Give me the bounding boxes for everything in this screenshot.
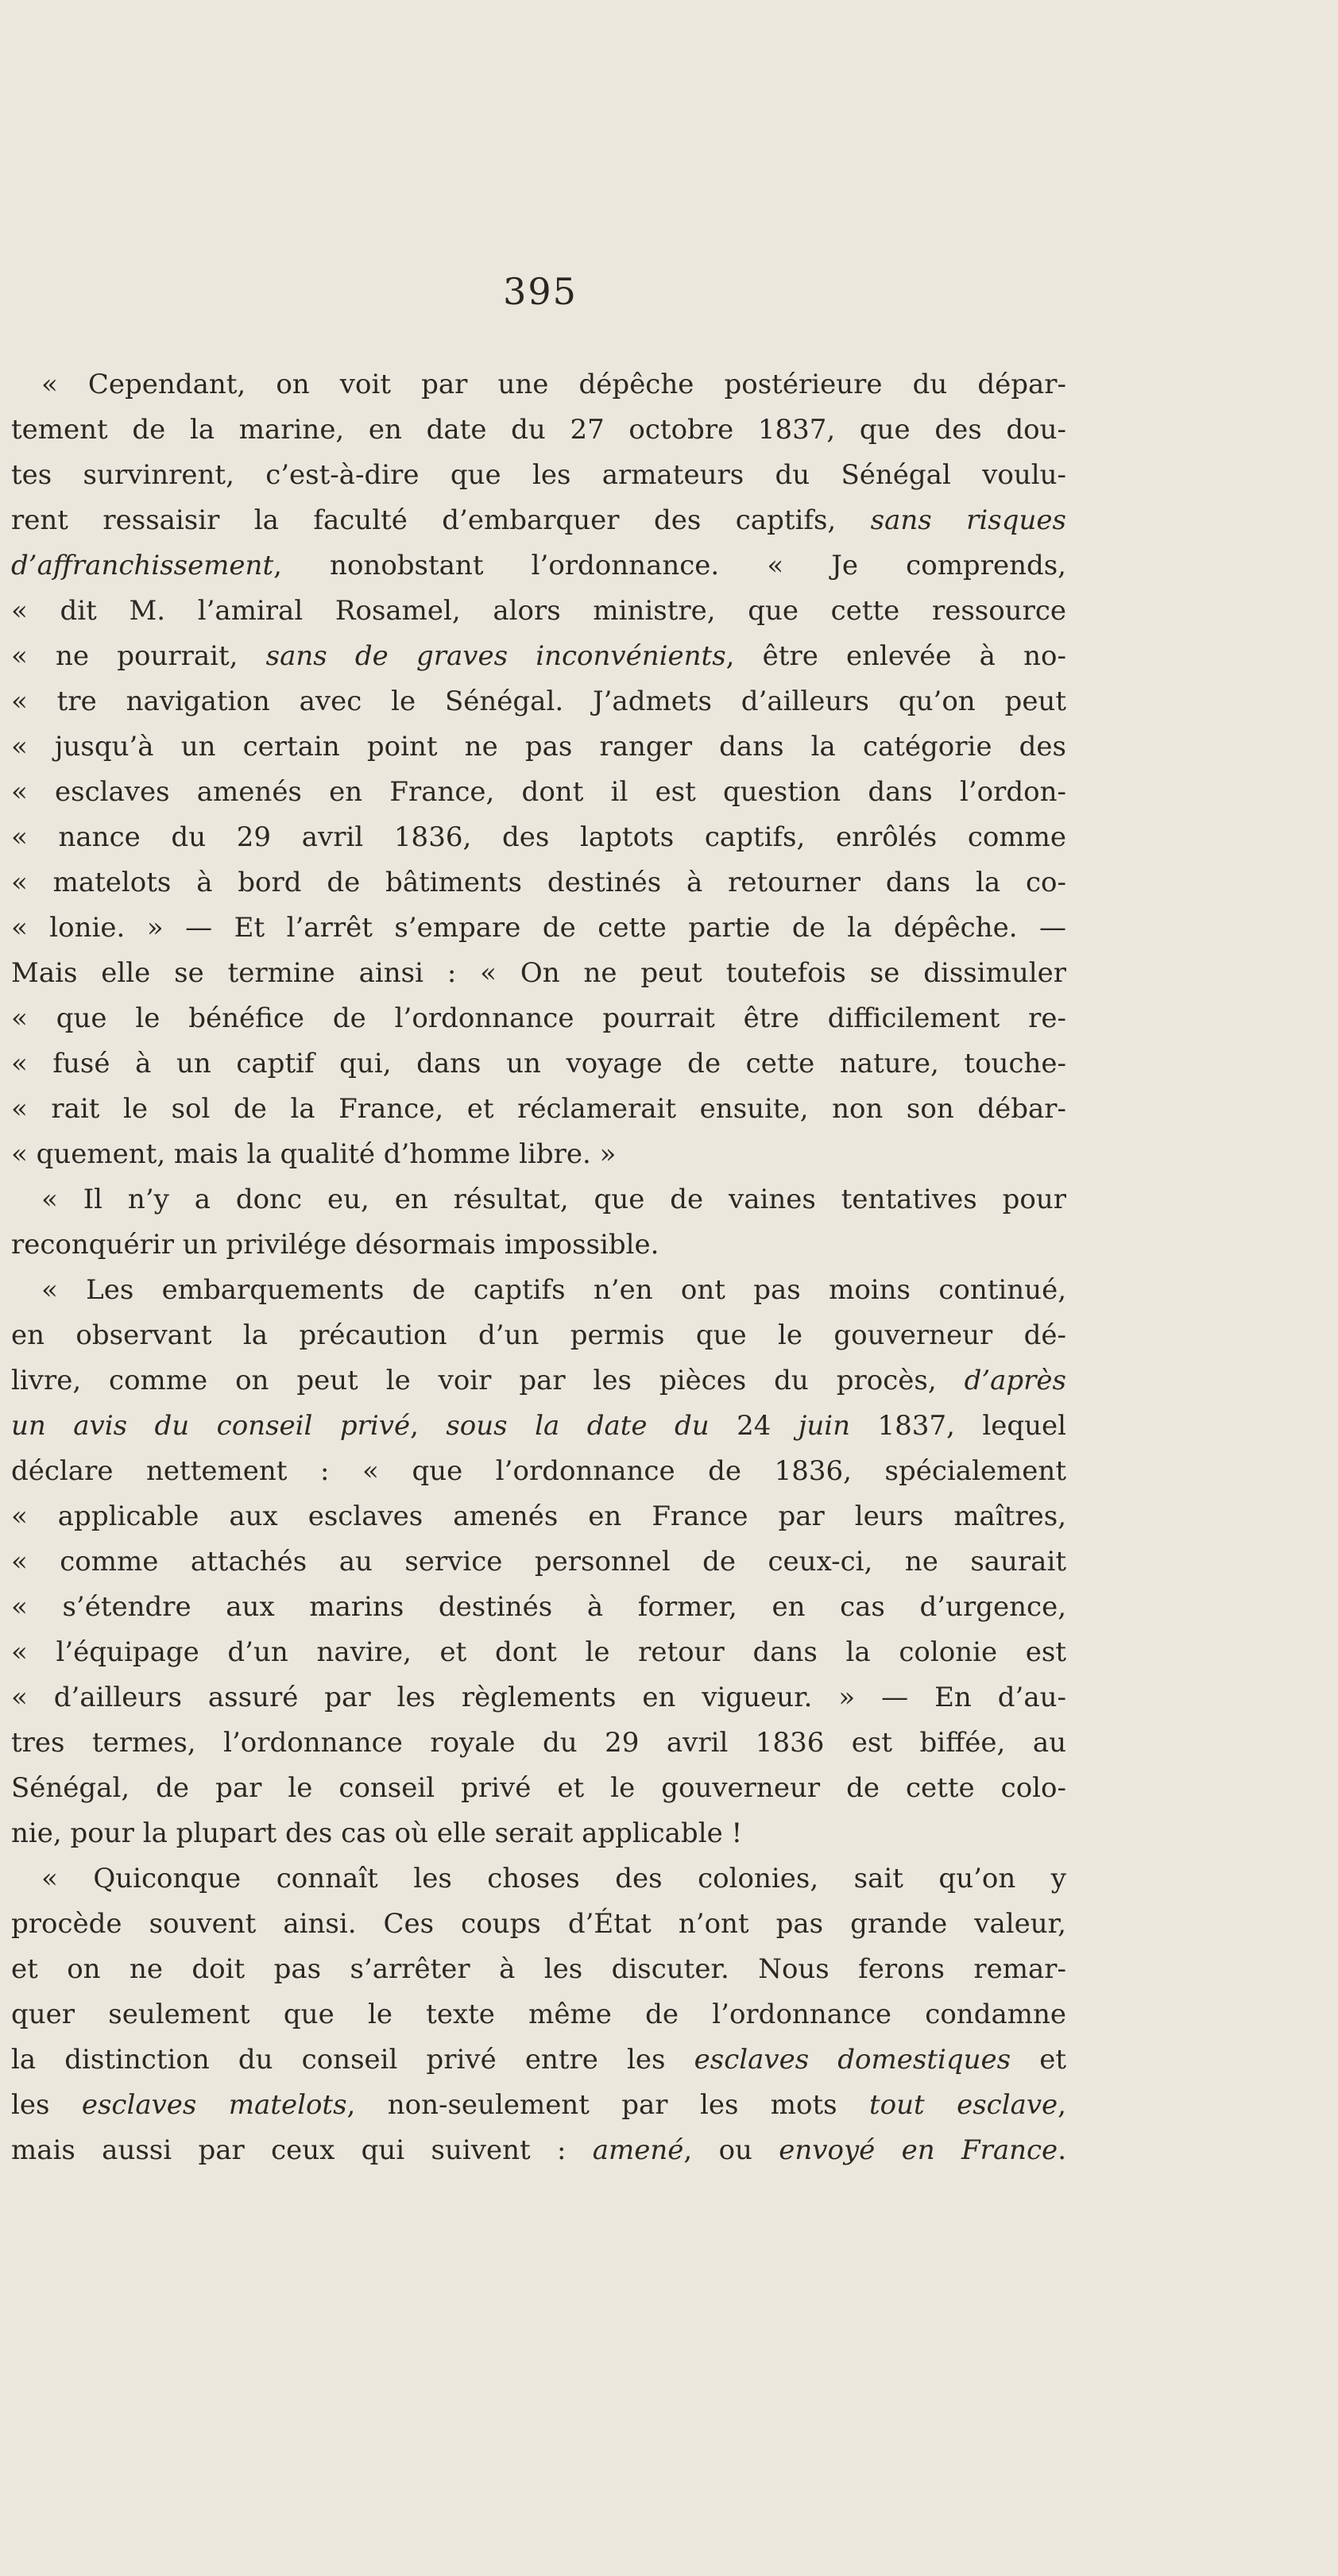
text-line: « matelots à bord de bâtiments destinés à retourner dans la co-	[11, 867, 1066, 898]
text-line: « comme attachés au service personnel de ceux-ci, ne saurait	[11, 1546, 1066, 1578]
text-line: « lonie. » — Et l’arrêt s’empare de cette partie de la dépêche. —	[11, 912, 1066, 944]
text-line: rent ressaisir la faculté d’embarquer des captifs, sans risques	[11, 504, 1066, 536]
text-line: quer seulement que le texte même de l’ordonnance condamne	[11, 1999, 1066, 2030]
text-line: « fusé à un captif qui, dans un voyage de cette nature, touche-	[11, 1048, 1066, 1079]
text-line: « rait le sol de la France, et réclamerait ensuite, non son débar-	[11, 1093, 1066, 1125]
text-line: « que le bénéfice de l’ordonnance pourrait être difficilement re-	[11, 1002, 1066, 1034]
text-line: la distinction du conseil privé entre les esclaves domestiques et	[11, 2044, 1067, 2076]
text-line: procède souvent ainsi. Ces coups d’État n’ont pas grande valeur,	[11, 1908, 1066, 1940]
text-line: « l’équipage d’un navire, et dont le retour dans la colonie est	[11, 1636, 1066, 1668]
text-line: « quement, mais la qualité d’homme libre. »	[11, 1138, 617, 1170]
text-line: « jusqu’à un certain point ne pas ranger dans la catégorie des	[11, 731, 1066, 763]
text-line: « Il n’y a donc eu, en résultat, que de vaines tentatives pour	[41, 1184, 1066, 1215]
text-line: livre, comme on peut le voir par les pièces du procès, d’après	[11, 1365, 1066, 1396]
text-line: « ne pourrait, sans de graves inconvénients, être enlevée à no-	[11, 640, 1066, 672]
text-line: tres termes, l’ordonnance royale du 29 avril 1836 est biffée, au	[11, 1727, 1066, 1759]
text-line: déclare nettement : « que l’ordonnance de 1836, spécialement	[11, 1455, 1066, 1487]
text-line: « Quiconque connaît les choses des colonies, sait qu’on y	[41, 1863, 1066, 1894]
text-line: nie, pour la plupart des cas où elle serait applicable !	[11, 1817, 743, 1849]
text-line: « s’étendre aux marins destinés à former, en cas d’urgence,	[11, 1591, 1066, 1623]
text-line: « d’ailleurs assuré par les règlements en vigueur. » — En d’au-	[11, 1682, 1066, 1713]
text-line: « tre navigation avec le Sénégal. J’admets d’ailleurs qu’on peut	[11, 686, 1066, 717]
text-line: « applicable aux esclaves amenés en France par leurs maîtres,	[11, 1500, 1066, 1532]
text-line: « Les embarquements de captifs n’en ont pas moins continué,	[41, 1274, 1066, 1306]
text-line: mais aussi par ceux qui suivent : amené, ou envoyé en France.	[11, 2134, 1066, 2166]
text-line: Sénégal, de par le conseil privé et le gouverneur de cette colo-	[11, 1772, 1066, 1804]
text-line: « nance du 29 avril 1836, des laptots captifs, enrôlés comme	[11, 821, 1066, 853]
text-line: en observant la précaution d’un permis que le gouverneur dé-	[11, 1319, 1066, 1351]
text-line: tes survinrent, c’est-à-dire que les armateurs du Sénégal voulu-	[11, 459, 1066, 491]
text-line: reconquérir un privilége désormais impossible.	[11, 1229, 659, 1261]
text-line: un avis du conseil privé, sous la date du 24 juin 1837, lequel	[11, 1410, 1066, 1442]
text-line: tement de la marine, en date du 27 octobre 1837, que des dou-	[11, 414, 1066, 446]
page-number: 395	[503, 270, 578, 313]
text-line: Mais elle se termine ainsi : « On ne peut toutefois se dissimuler	[11, 957, 1066, 989]
text-line: les esclaves matelots, non-seulement par les mots tout esclave,	[11, 2089, 1066, 2121]
text-line: « esclaves amenés en France, dont il est question dans l’ordon-	[11, 776, 1066, 808]
text-line: et on ne doit pas s’arrêter à les discuter. Nous ferons remar-	[11, 1953, 1066, 1985]
text-line: d’affranchissement, nonobstant l’ordonnance. « Je comprends,	[11, 550, 1066, 581]
text-line: « Cependant, on voit par une dépêche postérieure du dépar-	[41, 369, 1066, 400]
text-line: « dit M. l’amiral Rosamel, alors ministre, que cette ressource	[11, 595, 1066, 627]
